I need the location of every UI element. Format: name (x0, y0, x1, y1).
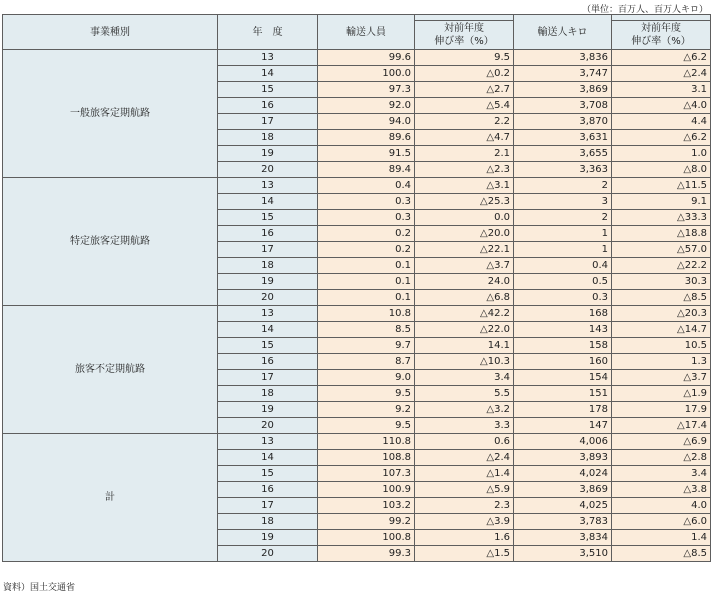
year-cell: 14 (218, 66, 318, 82)
passengers-cell: 100.8 (318, 530, 415, 546)
passengers-cell: 0.3 (318, 194, 415, 210)
passenger-km-growth-cell: △3.8 (612, 482, 711, 498)
year-cell: 20 (218, 290, 318, 306)
passengers-growth-cell: △3.2 (415, 402, 514, 418)
passenger-km-growth-cell: 4.0 (612, 498, 711, 514)
year-cell: 16 (218, 482, 318, 498)
passengers-growth-cell: △22.1 (415, 242, 514, 258)
passenger-km-cell: 3,834 (514, 530, 612, 546)
passenger-km-growth-cell: △6.9 (612, 434, 711, 450)
passengers-cell: 0.2 (318, 242, 415, 258)
passengers-cell: 0.1 (318, 290, 415, 306)
header-category: 事業種別 (3, 15, 218, 50)
passengers-cell: 94.0 (318, 114, 415, 130)
passenger-km-growth-cell: △3.7 (612, 370, 711, 386)
passenger-km-cell: 168 (514, 306, 612, 322)
year-cell: 19 (218, 274, 318, 290)
passengers-cell: 100.0 (318, 66, 415, 82)
year-cell: 20 (218, 418, 318, 434)
passengers-cell: 99.3 (318, 546, 415, 562)
passengers-cell: 110.8 (318, 434, 415, 450)
passengers-cell: 0.4 (318, 178, 415, 194)
passengers-growth-cell: △10.3 (415, 354, 514, 370)
passengers-cell: 9.5 (318, 418, 415, 434)
passenger-km-cell: 3,747 (514, 66, 612, 82)
year-cell: 16 (218, 354, 318, 370)
passenger-km-cell: 4,024 (514, 466, 612, 482)
year-cell: 20 (218, 546, 318, 562)
passenger-km-growth-cell: △57.0 (612, 242, 711, 258)
passengers-growth-cell: 5.5 (415, 386, 514, 402)
passenger-km-growth-cell: △14.7 (612, 322, 711, 338)
passenger-km-cell: 154 (514, 370, 612, 386)
passenger-km-growth-cell: 30.3 (612, 274, 711, 290)
category-cell: 一般旅客定期航路 (3, 50, 218, 178)
passengers-cell: 10.8 (318, 306, 415, 322)
year-cell: 13 (218, 178, 318, 194)
year-cell: 18 (218, 386, 318, 402)
table-row (3, 178, 711, 194)
passenger-km-growth-cell: △8.5 (612, 546, 711, 562)
passengers-cell: 100.9 (318, 482, 415, 498)
passengers-growth-cell: △1.5 (415, 546, 514, 562)
source-note: 資料）国土交通省 (3, 583, 76, 593)
passengers-growth-cell: △2.3 (415, 162, 514, 178)
passengers-growth-cell: △42.2 (415, 306, 514, 322)
passenger-km-cell: 4,006 (514, 434, 612, 450)
passenger-km-growth-cell: △4.0 (612, 98, 711, 114)
passenger-km-growth-cell: 3.4 (612, 466, 711, 482)
year-cell: 20 (218, 162, 318, 178)
passenger-km-growth-cell: 1.0 (612, 146, 711, 162)
passenger-km-growth-cell: 1.4 (612, 530, 711, 546)
passenger-km-growth-cell: △2.4 (612, 66, 711, 82)
year-cell: 17 (218, 242, 318, 258)
passenger-km-cell: 3,893 (514, 450, 612, 466)
passengers-growth-cell: △3.7 (415, 258, 514, 274)
passenger-km-cell: 143 (514, 322, 612, 338)
passengers-cell: 8.5 (318, 322, 415, 338)
year-cell: 19 (218, 146, 318, 162)
passengers-growth-cell: 3.4 (415, 370, 514, 386)
category-cell: 計 (3, 434, 218, 562)
passenger-km-cell: 0.3 (514, 290, 612, 306)
passenger-km-cell: 147 (514, 418, 612, 434)
passenger-km-cell: 2 (514, 178, 612, 194)
passengers-growth-cell: △2.4 (415, 450, 514, 466)
passenger-km-cell: 3,783 (514, 514, 612, 530)
year-cell: 17 (218, 370, 318, 386)
passengers-cell: 97.3 (318, 82, 415, 98)
passengers-cell: 92.0 (318, 98, 415, 114)
passenger-km-growth-cell: △6.2 (612, 50, 711, 66)
year-cell: 13 (218, 306, 318, 322)
passengers-growth-cell: 14.1 (415, 338, 514, 354)
passenger-km-cell: 3,870 (514, 114, 612, 130)
passengers-cell: 0.3 (318, 210, 415, 226)
year-cell: 15 (218, 338, 318, 354)
passenger-km-growth-cell: △2.8 (612, 450, 711, 466)
passenger-km-growth-cell: 10.5 (612, 338, 711, 354)
passengers-cell: 0.1 (318, 258, 415, 274)
passenger-km-cell: 151 (514, 386, 612, 402)
passenger-km-cell: 1 (514, 226, 612, 242)
passenger-km-cell: 2 (514, 210, 612, 226)
passengers-cell: 91.5 (318, 146, 415, 162)
passenger-km-growth-cell: 17.9 (612, 402, 711, 418)
year-cell: 16 (218, 98, 318, 114)
passengers-growth-cell: 2.3 (415, 498, 514, 514)
header-passenger-km: 輸送人キロ (514, 15, 612, 50)
category-cell: 特定旅客定期航路 (3, 178, 218, 306)
passengers-cell: 103.2 (318, 498, 415, 514)
passenger-km-growth-cell: 4.4 (612, 114, 711, 130)
passengers-growth-cell: 0.0 (415, 210, 514, 226)
passenger-km-cell: 4,025 (514, 498, 612, 514)
passenger-km-cell: 3,655 (514, 146, 612, 162)
passenger-km-growth-cell: △18.8 (612, 226, 711, 242)
passenger-km-cell: 0.5 (514, 274, 612, 290)
year-cell: 18 (218, 130, 318, 146)
passengers-cell: 9.5 (318, 386, 415, 402)
passengers-growth-cell: 0.6 (415, 434, 514, 450)
header-passengers: 輸送人員 (318, 15, 415, 50)
passengers-growth-cell: △5.9 (415, 482, 514, 498)
passenger-km-cell: 3,708 (514, 98, 612, 114)
year-cell: 17 (218, 498, 318, 514)
passengers-growth-cell: △3.9 (415, 514, 514, 530)
passenger-km-growth-cell: △20.3 (612, 306, 711, 322)
passenger-km-growth-cell: 1.3 (612, 354, 711, 370)
passenger-km-cell: 0.4 (514, 258, 612, 274)
passengers-cell: 0.1 (318, 274, 415, 290)
passenger-km-cell: 158 (514, 338, 612, 354)
passengers-cell: 99.2 (318, 514, 415, 530)
passengers-cell: 89.6 (318, 130, 415, 146)
passenger-km-growth-cell: △6.2 (612, 130, 711, 146)
passengers-growth-cell: △2.7 (415, 82, 514, 98)
passengers-cell: 107.3 (318, 466, 415, 482)
passenger-km-growth-cell: 9.1 (612, 194, 711, 210)
year-cell: 19 (218, 402, 318, 418)
unit-note: （単位：百万人、百万人キロ） (581, 5, 708, 15)
passenger-km-cell: 178 (514, 402, 612, 418)
passenger-km-cell: 160 (514, 354, 612, 370)
table-row (3, 50, 711, 66)
passengers-growth-cell: △6.8 (415, 290, 514, 306)
passengers-growth-cell: 9.5 (415, 50, 514, 66)
passenger-statistics-table (2, 14, 711, 562)
passengers-growth-cell: 1.6 (415, 530, 514, 546)
year-cell: 13 (218, 50, 318, 66)
passengers-cell: 99.6 (318, 50, 415, 66)
category-cell: 旅客不定期航路 (3, 306, 218, 434)
year-cell: 14 (218, 322, 318, 338)
passengers-cell: 9.0 (318, 370, 415, 386)
passenger-km-growth-cell: △8.0 (612, 162, 711, 178)
year-cell: 15 (218, 210, 318, 226)
passenger-km-cell: 3,631 (514, 130, 612, 146)
passengers-growth-cell: △20.0 (415, 226, 514, 242)
passengers-growth-cell: 2.1 (415, 146, 514, 162)
passengers-growth-cell: △25.3 (415, 194, 514, 210)
year-cell: 16 (218, 226, 318, 242)
passengers-growth-cell: △0.2 (415, 66, 514, 82)
year-cell: 17 (218, 114, 318, 130)
year-cell: 19 (218, 530, 318, 546)
passenger-km-cell: 3,510 (514, 546, 612, 562)
table-body (3, 50, 711, 562)
passenger-km-growth-cell: △6.0 (612, 514, 711, 530)
passengers-cell: 0.2 (318, 226, 415, 242)
passenger-km-cell: 3,869 (514, 82, 612, 98)
passenger-km-growth-cell: △33.3 (612, 210, 711, 226)
header-year: 年 度 (218, 15, 318, 50)
passengers-growth-cell: △3.1 (415, 178, 514, 194)
table-row (3, 306, 711, 322)
passengers-growth-cell: 24.0 (415, 274, 514, 290)
year-cell: 15 (218, 466, 318, 482)
passenger-km-cell: 1 (514, 242, 612, 258)
passengers-growth-cell: △1.4 (415, 466, 514, 482)
year-cell: 14 (218, 194, 318, 210)
passengers-growth-cell: △5.4 (415, 98, 514, 114)
year-cell: 13 (218, 434, 318, 450)
passenger-km-growth-cell: 3.1 (612, 82, 711, 98)
passengers-cell: 89.4 (318, 162, 415, 178)
header-passenger-km-growth: 対前年度 伸び率（%） (612, 21, 711, 50)
passengers-growth-cell: △22.0 (415, 322, 514, 338)
passengers-growth-cell: 2.2 (415, 114, 514, 130)
passenger-km-cell: 3,363 (514, 162, 612, 178)
passenger-km-growth-cell: △22.2 (612, 258, 711, 274)
passengers-cell: 8.7 (318, 354, 415, 370)
table-row (3, 434, 711, 450)
passenger-km-cell: 3,869 (514, 482, 612, 498)
year-cell: 18 (218, 514, 318, 530)
year-cell: 14 (218, 450, 318, 466)
passenger-km-growth-cell: △17.4 (612, 418, 711, 434)
year-cell: 15 (218, 82, 318, 98)
passenger-km-cell: 3 (514, 194, 612, 210)
year-cell: 18 (218, 258, 318, 274)
passengers-cell: 108.8 (318, 450, 415, 466)
passengers-growth-cell: 3.3 (415, 418, 514, 434)
passenger-km-growth-cell: △11.5 (612, 178, 711, 194)
passenger-km-growth-cell: △8.5 (612, 290, 711, 306)
passenger-km-growth-cell: △1.9 (612, 386, 711, 402)
header-passengers-growth: 対前年度 伸び率（%） (415, 21, 514, 50)
passengers-cell: 9.7 (318, 338, 415, 354)
passengers-cell: 9.2 (318, 402, 415, 418)
passengers-growth-cell: △4.7 (415, 130, 514, 146)
passenger-km-cell: 3,836 (514, 50, 612, 66)
